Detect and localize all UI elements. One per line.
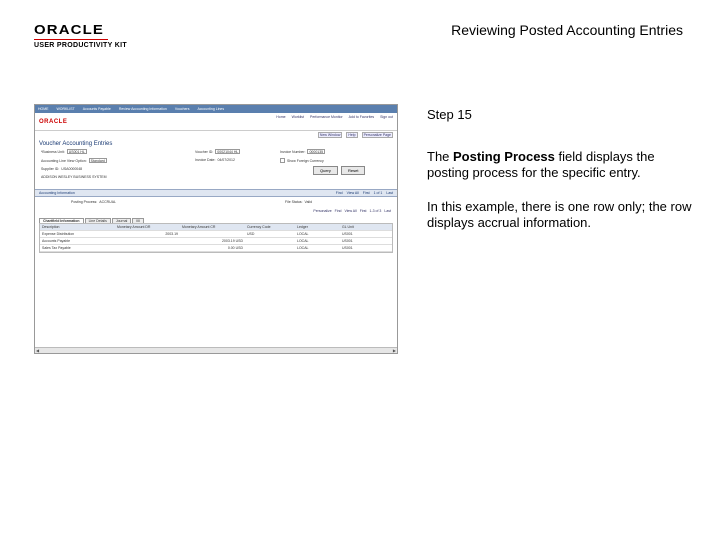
header-nav [276,115,393,119]
supplier-value: USA0000048 [61,167,83,171]
invoice-date-field [195,158,235,162]
nav-link[interactable]: Add to Favorites [348,115,375,119]
table-cell: US001 [342,239,353,243]
page-title: Reviewing Posted Accounting Entries [451,22,683,38]
grid-tabs [35,216,397,223]
table-row [40,231,392,238]
show-foreign-currency-field [280,158,324,163]
file-status-field [285,200,312,204]
file-status-value: Valid [304,200,313,204]
business-unit-label: *Business Unit: [41,149,65,154]
instruction-paragraph-1 [427,149,697,181]
grid-last-link[interactable]: Last [384,209,391,213]
reset-button[interactable]: Reset [341,166,365,175]
column-header: Monetary Amount DR [117,225,151,229]
table-cell: USD [247,232,255,236]
invoice-number-label: Invoice Number: [280,149,306,154]
oracle-upk-logo [34,22,154,52]
accounting-lines-grid [39,223,393,253]
scroll-right-icon[interactable]: ▶ [392,348,396,353]
grid-header-row [40,224,392,231]
menu-item[interactable]: Accounting Lines [197,107,225,111]
posting-process-label: Posting Process: [71,200,98,204]
nav-link[interactable]: Performance Monitor [309,115,343,119]
personalize-page-link[interactable]: Personalize Page [363,133,391,137]
new-window-link[interactable]: New Window [319,133,341,137]
window-title: Voucher Accounting Entries [39,141,113,147]
column-header: Currency Code [247,225,271,229]
invoice-number-field [280,149,325,154]
invoice-date-value: 04/07/2012 [217,158,235,162]
table-cell: Expense Distribution [42,232,75,236]
help-link[interactable]: Help [348,133,356,137]
para1-pre: The [427,149,454,164]
page-count: 1 of 1 [373,191,383,195]
logo-underline [34,39,108,40]
accounting-line-select[interactable]: Standard [90,159,105,163]
table-cell: US001 [342,246,353,250]
horizontal-scrollbar[interactable] [35,347,397,353]
tab-show-all[interactable]: IIII [132,218,144,223]
screenshot-menu-bar [35,105,397,113]
tab-line-details[interactable]: Line Details [85,218,111,223]
page-links [35,131,397,139]
screenshot-header [35,113,397,131]
menu-item[interactable]: Accounts Payable [82,107,111,111]
grid-first-link[interactable]: First [359,209,367,213]
table-cell: Sales Tax Payable [42,246,71,250]
section-nav [336,191,393,195]
table-cell: Accounts Payable [42,239,71,243]
menu-item[interactable]: WORKLIST [56,107,75,111]
find-link[interactable]: Find [335,191,343,195]
table-cell: 0.00 USD [227,246,243,250]
column-header: Ledger [297,225,308,229]
voucher-id-field [195,149,240,154]
table-cell: US001 [342,232,353,236]
first-link[interactable]: First [362,191,370,195]
table-cell: 2003.19 USD [221,239,243,243]
invoice-date-label: Invoice Date: [195,158,216,162]
tab-journal[interactable]: Journal [112,218,131,223]
accounting-line-label: Accounting Line View Option: [41,158,87,163]
application-screenshot [34,104,398,354]
nav-link[interactable]: Sign out [380,115,393,119]
scroll-left-icon[interactable]: ◀ [36,348,40,353]
supplier-label: Supplier ID: [41,167,60,171]
column-header: Monetary Amount CR [182,225,216,229]
voucher-id-input[interactable]: 00021044 HL [217,150,239,154]
business-unit-input[interactable]: US001 HL [68,150,85,154]
invoice-number-input[interactable]: 0000135 [309,150,324,154]
table-row [40,238,392,245]
grid-nav [35,209,397,216]
screenshot-logo: ORACLE [39,118,68,125]
logo-product: USER PRODUCTIVITY KIT [34,42,127,49]
table-cell: LOCAL [297,232,309,236]
view-all-link[interactable]: View All [346,191,359,195]
posting-process-field [71,200,116,204]
column-header: Description [42,225,60,229]
menu-item[interactable]: Review Accounting Information [118,107,167,111]
show-foreign-currency-label: Show Foreign Currency [287,158,324,163]
table-cell: 2003.19 [165,232,178,236]
nav-link[interactable]: Home [276,115,286,119]
file-status-label: File Status: [285,200,303,204]
accounting-line-view-field [41,158,107,163]
posting-process-value: ACCRUAL [99,200,116,204]
show-foreign-currency-checkbox[interactable] [280,158,285,163]
table-cell: LOCAL [297,239,309,243]
step-label: Step 15 [427,107,472,122]
grid-view-all-link[interactable]: View All [344,209,357,213]
last-link[interactable]: Last [386,191,393,195]
posting-row [35,197,397,209]
section-title: Accounting Information [39,191,75,195]
instruction-paragraph-2: In this example, there is one row only; the row displays accrual information. [427,199,692,230]
table-cell: LOCAL [297,246,309,250]
supplier-name-field [41,175,106,179]
search-fields [35,149,397,189]
business-unit-field [41,149,87,154]
table-row [40,245,392,252]
nav-link[interactable]: Worklist [291,115,304,119]
voucher-id-label: Voucher ID: [195,149,214,154]
supplier-name: ADDISON WESLEY BUSINESS SYSTEM [41,175,107,179]
tab-chartfield-information[interactable]: Chartfield Information [39,218,84,223]
query-button[interactable]: Query [313,166,338,175]
supplier-field [41,167,82,171]
grid-count: 1-3 of 3 [369,209,382,213]
logo-brand: ORACLE [34,22,105,37]
personalize-link[interactable]: Personalize [313,209,332,213]
menu-item[interactable]: HOME [38,107,49,111]
para1-bold: Posting Process [453,149,555,164]
grid-find-link[interactable]: Find [334,209,342,213]
para1-post: field displays the posting process for the specific entry. [427,149,655,180]
menu-item[interactable]: Vouchers [174,107,190,111]
accounting-information-header [35,189,397,197]
column-header: GL Unit [342,225,354,229]
